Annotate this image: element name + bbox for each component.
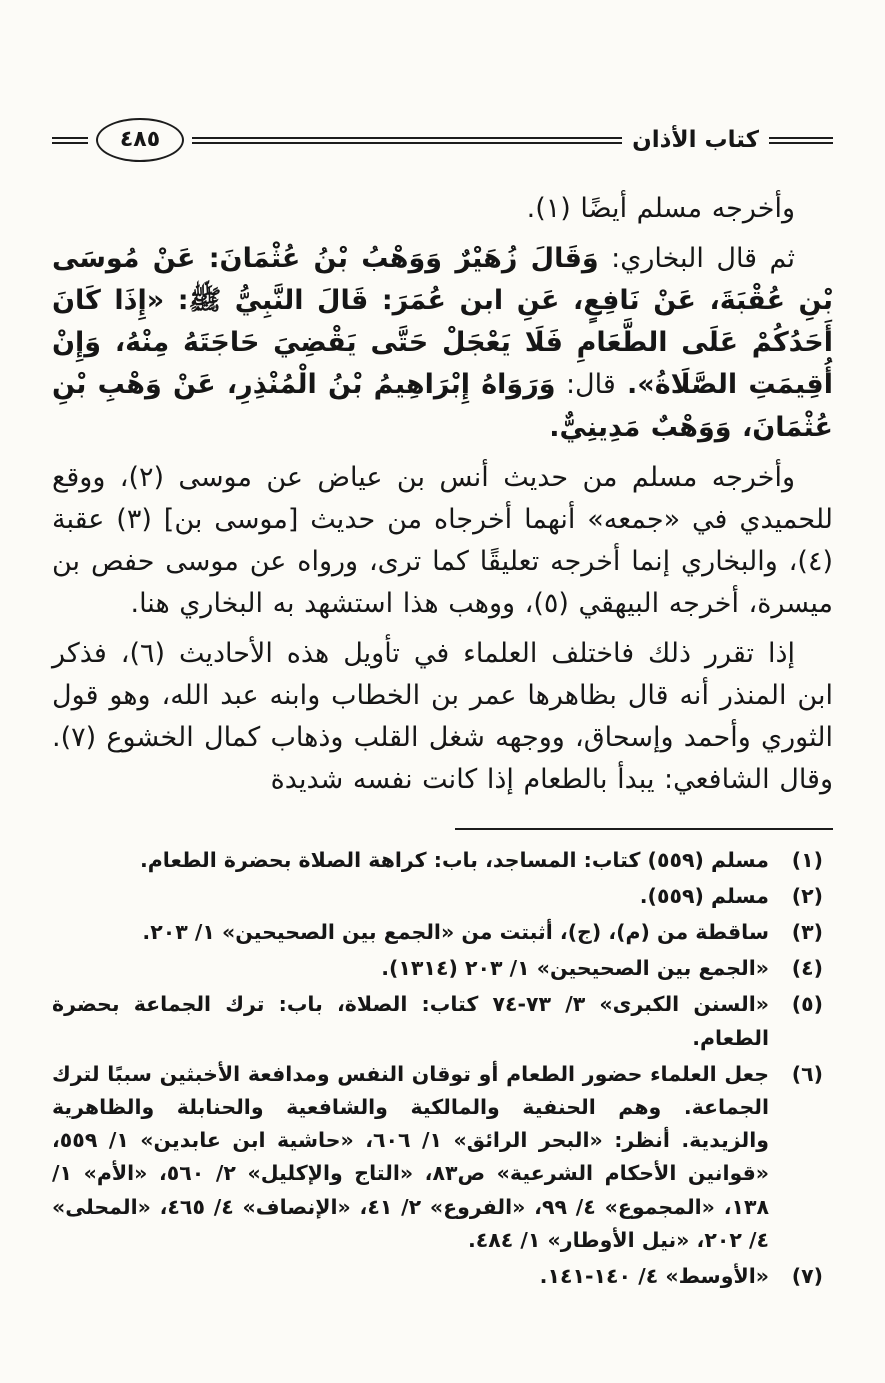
footnote-1-marker: (١) <box>791 847 823 872</box>
footnote-7 <box>52 1260 823 1293</box>
footnote-4-marker: (٤) <box>791 956 823 981</box>
footnote-4 <box>52 952 823 985</box>
page-number: ٤٨٥ <box>119 127 161 152</box>
paragraph-2-intro: ثم قال البخاري: <box>598 243 795 275</box>
footnote-2 <box>52 880 823 913</box>
paragraph-2-qal: قال: <box>555 369 616 401</box>
body-paragraph-1: وأخرجه مسلم أيضًا (١). <box>526 193 795 224</box>
paragraph-2-isnad-matn: وَقَالَ زُهَيْرٌ وَوَهْبُ بْنُ عُثْمَانَ: عَنْ مُوسَى بْنِ عُقْبَةَ، عَنْ نَافِعٍ، عَنِ ابن عُمَرَ: قَالَ النَّبِيُّ ﷺ: «إِذَا كَانَ أَحَدُكُمْ عَلَى الطَّعَامِ فَلَا يَعْجَلْ حَتَّى يَقْضِيَ حَاجَتَهُ مِنْهُ، وَإِنْ أُقِيمَتِ الصَّلَاةُ». <box>52 243 833 401</box>
footnote-3-marker: (٣) <box>791 919 823 944</box>
body-text <box>52 188 833 802</box>
footnote-6-marker: (٦) <box>791 1061 823 1086</box>
footnote-5-text: «السنن الكبرى» ٣/ ٧٣-٧٤ كتاب: الصلاة، باب: ترك الجماعة بحضرة الطعام. <box>52 992 770 1050</box>
footnote-3-text: ساقطة من (م)، (ج)، أثبتت من «الجمع بين الصحيحين» ١/ ٢٠٣. <box>142 919 769 944</box>
footnote-2-marker: (٢) <box>791 883 823 908</box>
page-number-cartouche <box>96 118 184 162</box>
footnote-3 <box>52 916 823 949</box>
footnote-4-text: «الجمع بين الصحيحين» ١/ ٢٠٣ (١٣١٤). <box>381 956 769 981</box>
body-paragraph-3: وأخرجه مسلم من حديث أنس بن عياض عن موسى (٢)، ووقع للحميدي في «جمعه» أنهما أخرجاه من حديث [موسى بن] (٣) عقبة (٤)، والبخاري إنما أخرجه تعليقًا كما ترى، ورواه عن موسى حفص بن ميسرة، أخرجه البيهقي (٥)، ووهب هذا استشهد به البخاري هنا. <box>52 461 833 619</box>
footnote-7-marker: (٧) <box>791 1263 823 1288</box>
body-paragraph-2 <box>52 238 833 449</box>
footnote-5 <box>52 988 823 1054</box>
header-rule-middle <box>192 137 622 144</box>
footnote-1 <box>52 844 823 877</box>
footnote-2-text: مسلم (٥٥٩). <box>639 883 769 908</box>
footnote-separator <box>455 828 833 830</box>
footnote-6-text: جعل العلماء حضور الطعام أو توقان النفس ومدافعة الأخبثين سببًا لترك الجماعة. وهم الحنفية والمالكية والشافعية والحنابلة والظاهرية والزيدية. أنظر: «البحر الرائق» ١/ ٦٠٦، «حاشية ابن عابدين» ١/ ٥٥٩، «قوانين الأحكام الشرعية» ص٨٣، «التاج والإكليل» ٢/ ٥٦٠، «الأم» ١/ ١٣٨، «المجموع» ٤/ ٩٩، «الفروع» ٢/ ٤١، «الإنصاف» ٤/ ٤٦٥، «المحلى» ٤/ ٢٠٢، «نيل الأوطار» ١/ ٤٨٤. <box>52 1061 770 1252</box>
page-header <box>52 118 833 162</box>
header-rule-right <box>769 137 833 144</box>
footnotes <box>52 844 833 1294</box>
footnote-7-text: «الأوسط» ٤/ ١٤٠-١٤١. <box>539 1263 769 1288</box>
footnote-6 <box>52 1058 823 1257</box>
chapter-title: كتاب الأذان <box>632 127 759 153</box>
paragraph-2-riwaya: وَرَوَاهُ إِبْرَاهِيمُ بْنُ الْمُنْذِرِ، عَنْ وَهْبِ بْنِ عُثْمَانَ، وَوَهْبٌ مَدِينِيٌّ. <box>52 369 833 443</box>
footnote-5-marker: (٥) <box>791 992 823 1017</box>
header-rule-left <box>52 137 88 144</box>
body-paragraph-4: إذا تقرر ذلك فاختلف العلماء في تأويل هذه الأحاديث (٦)، فذكر ابن المنذر أنه قال بظاهرها عمر بن الخطاب وابنه عبد الله، وهو قول الثوري وأحمد وإسحاق، ووجهه شغل القلب وذهاب كمال الخشوع (٧). وقال الشافعي: يبدأ بالطعام إذا كانت نفسه شديدة <box>52 638 833 796</box>
footnote-1-text: مسلم (٥٥٩) كتاب: المساجد، باب: كراهة الصلاة بحضرة الطعام. <box>139 847 769 872</box>
